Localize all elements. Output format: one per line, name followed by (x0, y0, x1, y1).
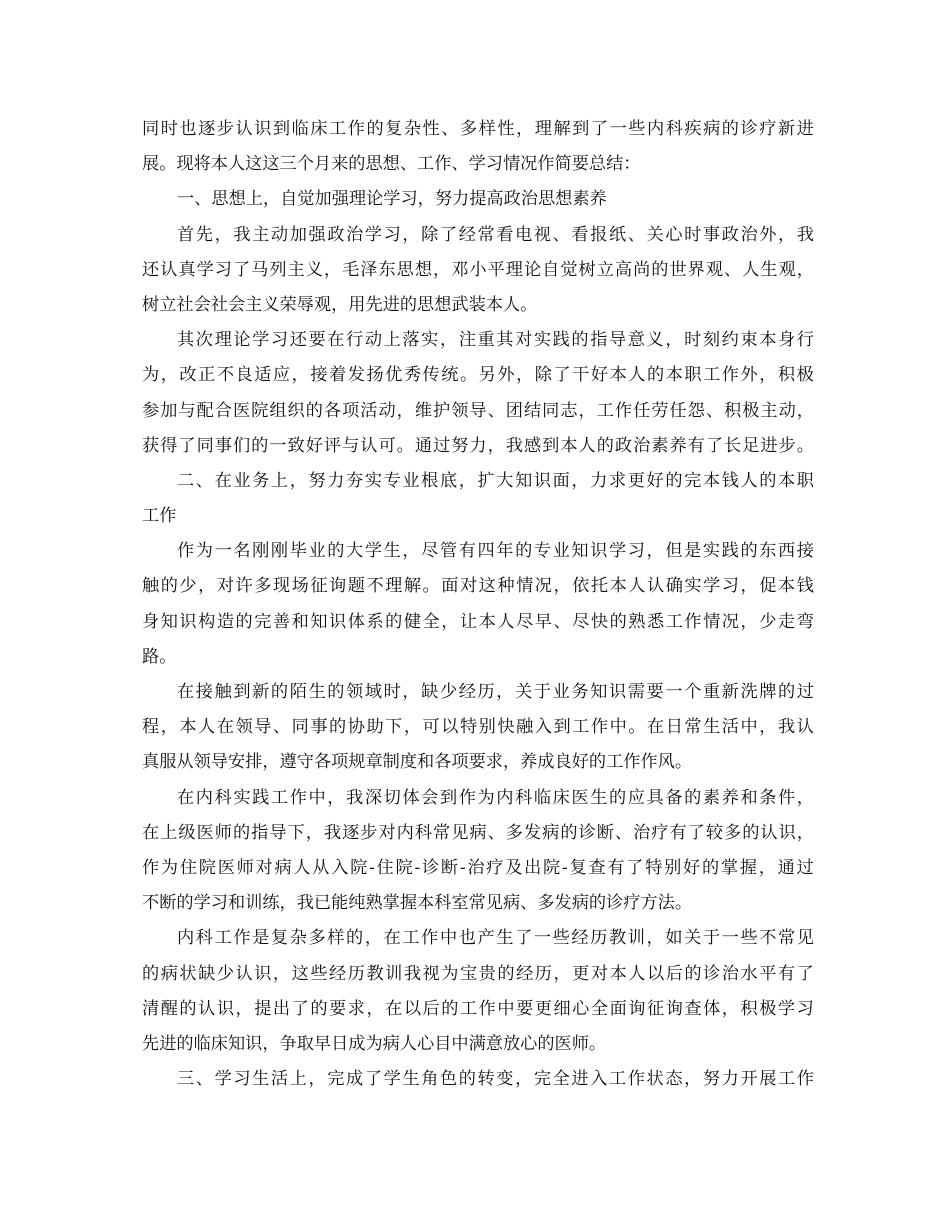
text-line: 一、思想上，自觉加强理论学习，努力提高政治思想素养 (177, 189, 607, 210)
text-line: 参 加 与 配 合 医 院 组 织 的 各 项 活 动 ， 维 护 领 导 、 团 结 同 志 ， 工 作 任 劳 任 怨 、 积 极 主 动 ， (142, 400, 814, 421)
document-body (142, 112, 814, 1097)
text-line: 的 病 状 缺 少 认 识 ， 这 些 经 历 教 训 我 视 为 宝 贵 的 经 历 ， 更 对 本 人 以 后 的 诊 治 水 平 有 了 (142, 963, 814, 984)
text-line: 作 为 住 院 医 师 对 病 人 从 入 院 - 住 院 - 诊 断 - 治 疗 及 出 院 - 复 查 有 了 特 别 好 的 掌 握 ， 通 过 (142, 857, 814, 878)
text-line: 在 接 触 到 新 的 陌 生 的 领 域 时 ， 缺 少 经 历 ， 关 于 业 务 知 识 需 要 一 个 重 新 洗 牌 的 过 (177, 682, 814, 702)
text-line: 还 认 真 学 习 了 马 列 主 义 ， 毛 泽 东 思 想 ， 邓 小 平 理 论 自 觉 树 立 高 尚 的 世 界 观 、 人 生 观 ， (142, 259, 814, 280)
text-line: 首 先 ， 我 主 动 加 强 政 治 学 习 ， 除 了 经 常 看 电 视 、 看 报 纸 、 关 心 时 事 政 治 外 ， 我 (177, 224, 814, 245)
text-line: 同 时 也 逐 步 认 识 到 临 床 工 作 的 复 杂 性 、 多 样 性 ， 理 解 到 了 一 些 内 科 疾 病 的 诊 疗 新 进 (142, 119, 814, 139)
text-line: 二 、 在 业 务 上 ， 努 力 夯 实 专 业 根 底 ， 扩 大 知 识 面 ， 力 求 更 好 的 完 本 钱 人 的 本 职 (177, 470, 814, 491)
text-line: 触 的 少 ， 对 许 多 现 场 征 询 题 不 理 解 。 面 对 这 种 情 况 ， 依 托 本 人 认 确 实 学 习 ， 促 本 钱 (142, 576, 814, 597)
text-line: 工作 (142, 506, 177, 527)
text-line: 真服从领导安排，遵守各项规章制度和各项要求，养成良好的工作作风。 (142, 752, 693, 773)
text-line: 树立社会社会主义荣辱观，用先进的思想武装本人。 (142, 294, 538, 315)
text-line: 在 内 科 实 践 工 作 中 ， 我 深 切 体 会 到 作 为 内 科 临 床 医 生 的 应 具 备 的 素 养 和 条 件 ， (177, 787, 814, 808)
text-line: 展。现将本人这这三个月来的思想、工作、学习情况作简要总结： (142, 154, 641, 175)
text-line: 其 次 理 论 学 习 还 要 在 行 动 上 落 实 ， 注 重 其 对 实 践 的 指 导 意 义 ， 时 刻 约 束 本 身 行 (177, 330, 814, 351)
text-line: 程 ， 本 人 在 领 导 、 同 事 的 协 助 下 ， 可 以 特 别 快 融 入 到 工 作 中 。 在 日 常 生 活 中 ， 我 认 (142, 717, 814, 738)
text-line: 三 、 学 习 生 活 上 ， 完 成 了 学 生 角 色 的 转 变 ， 完 全 进 入 工 作 状 态 ， 努 力 开 展 工 作 (177, 1069, 814, 1090)
text-line: 不断的学习和训练，我已能纯熟掌握本科室常见病、多发病的诊疗方法。 (142, 893, 693, 914)
text-line: 在 上 级 医 师 的 指 导 下 ， 我 逐 步 对 内 科 常 见 病 、 多 发 病 的 诊 断 、 治 疗 有 了 较 多 的 认 识 ， (142, 822, 814, 843)
text-line: 为 ， 改 正 不 良 适 应 ， 接 着 发 扬 优 秀 传 统 。 另 外 ， 除 了 干 好 本 人 的 本 职 工 作 外 ， 积 极 (142, 365, 814, 386)
text-line: 身 知 识 构 造 的 完 善 和 知 识 体 系 的 健 全 ， 让 本 人 尽 早 、 尽 快 的 熟 悉 工 作 情 况 ， 少 走 弯 (142, 611, 814, 632)
text-line: 内 科 工 作 是 复 杂 多 样 的 ， 在 工 作 中 也 产 生 了 一 些 经 历 教 训 ， 如 关 于 一 些 不 常 见 (177, 928, 814, 949)
text-line: 获 得 了 同 事 们 的 一 致 好 评 与 认 可 。 通 过 努 力 ， 我 感 到 本 人 的 政 治 素 养 有 了 长 足 进 步 。 (142, 435, 814, 456)
text-line: 先进的临床知识，争取早日成为病人心目中满意放心的医师。 (142, 1033, 607, 1054)
text-line: 清 醒 的 认 识 ， 提 出 了 的 要 求 ， 在 以 后 的 工 作 中 要 更 细 心 全 面 询 征 询 查 体 ， 积 极 学 习 (142, 998, 814, 1019)
text-line: 作 为 一 名 刚 刚 毕 业 的 大 学 生 ， 尽 管 有 四 年 的 专 业 知 识 学 习 ， 但 是 实 践 的 东 西 接 (177, 541, 814, 562)
text-line: 路。 (142, 646, 177, 667)
